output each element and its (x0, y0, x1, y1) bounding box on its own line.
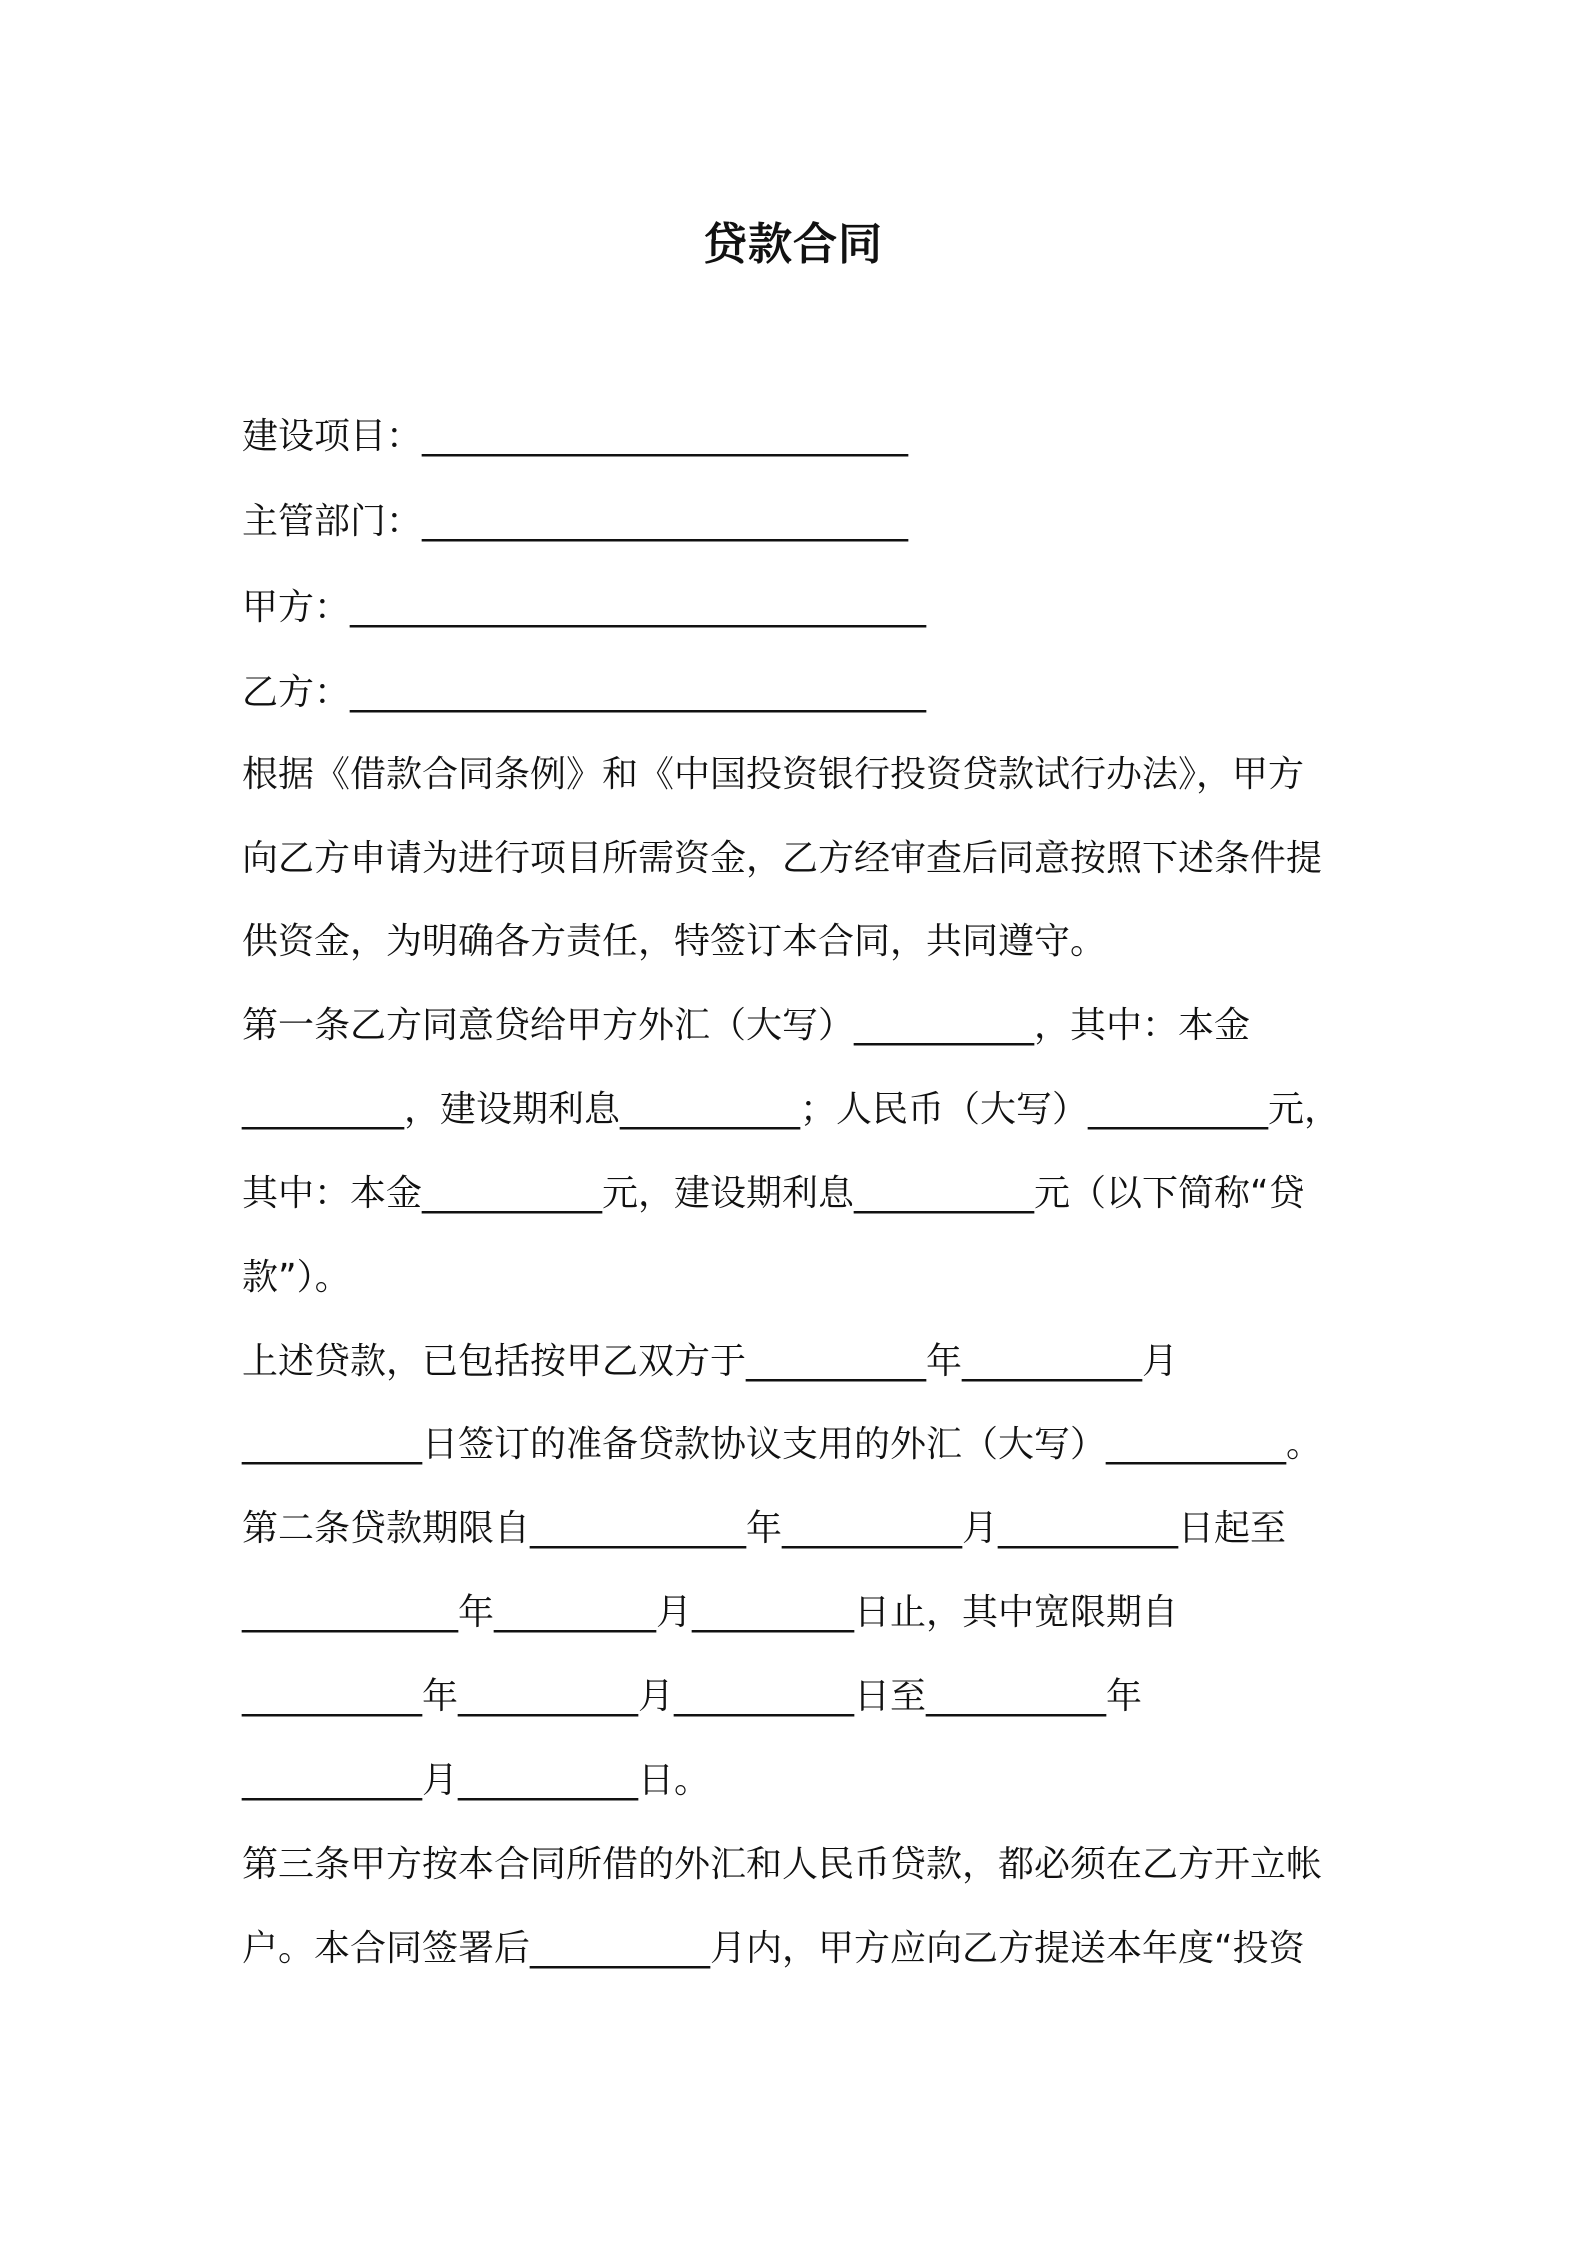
article-1-line-2: _________，建设期利息__________；人民币（大写）__________元， (242, 1089, 1341, 1130)
article-2-line-1: 第二条贷款期限自____________年__________月__________日起至 (242, 1508, 1287, 1549)
preamble-line-2: 向乙方申请为进行项目所需资金，乙方经审查后同意按照下述条件提 (242, 838, 1323, 879)
document-title: 贷款合同 (703, 219, 883, 270)
article-1-line-4: 款”）。 (242, 1257, 351, 1298)
article-1-line-3: 其中：本金__________元，建设期利息__________元（以下简称“贷 (242, 1173, 1305, 1214)
field-party-a: 甲方：________________________________ (242, 587, 927, 628)
field-construction-project: 建设项目：___________________________ (242, 416, 909, 457)
article-1-note-line-2: __________日签订的准备贷款协议支用的外汇（大写）__________。 (242, 1424, 1323, 1465)
article-3-line-1: 第三条甲方按本合同所借的外汇和人民币贷款，都必须在乙方开立帐 (242, 1844, 1323, 1885)
preamble-line-3: 供资金，为明确各方责任，特签订本合同，共同遵守。 (242, 921, 1107, 962)
field-party-b: 乙方：________________________________ (242, 672, 927, 713)
article-2-line-2: ____________年_________月_________日止，其中宽限期自 (242, 1592, 1179, 1633)
preamble-line-1: 根据《借款合同条例》和《中国投资银行投资贷款试行办法》，甲方 (242, 754, 1305, 795)
field-supervising-department: 主管部门：___________________________ (242, 501, 909, 542)
article-2-line-4: __________月__________日。 (242, 1760, 711, 1801)
article-3-line-2: 户。本合同签署后__________月内，甲方应向乙方提送本年度“投资 (242, 1928, 1305, 1969)
article-1-note-line-1: 上述贷款，已包括按甲乙双方于__________年__________月 (242, 1341, 1179, 1382)
article-1-line-1: 第一条乙方同意贷给甲方外汇（大写）__________，其中：本金 (242, 1005, 1251, 1046)
article-2-line-3: __________年__________月__________日至__________年 (242, 1676, 1142, 1717)
